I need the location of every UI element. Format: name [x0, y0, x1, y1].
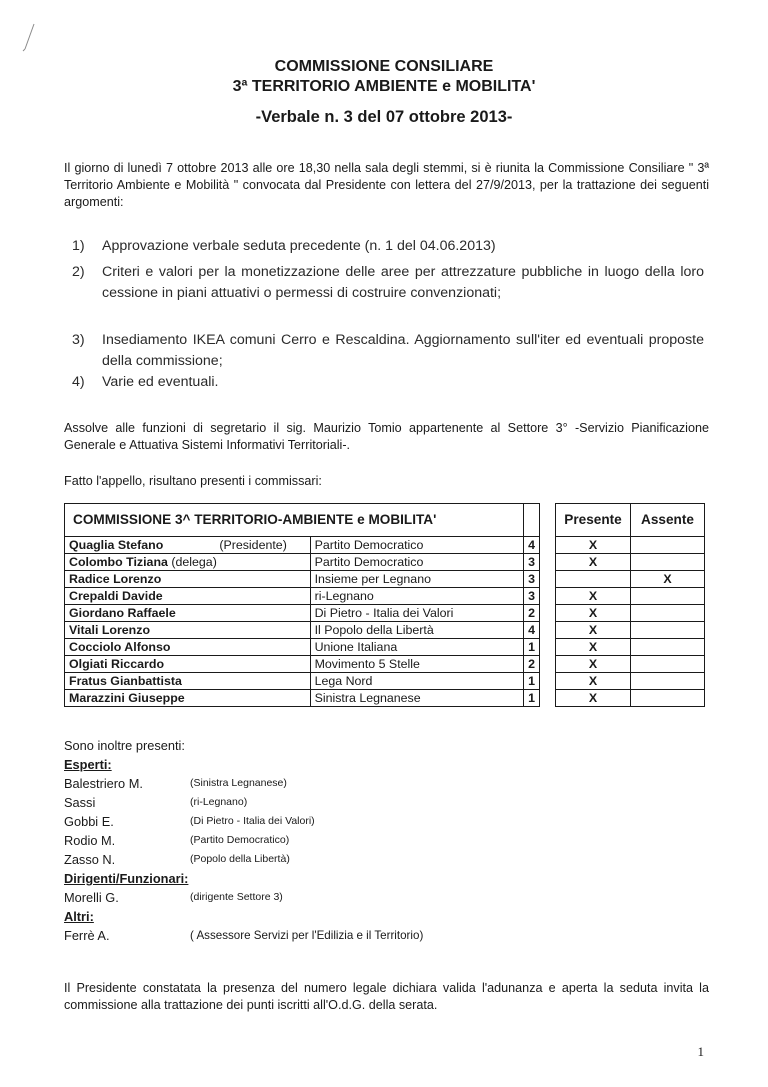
intro-paragraph: Il giorno di lunedì 7 ottobre 2013 alle ore 18,30 nella sala degli stemmi, si è riunita la Commissione Consiliare " 3ª Territorio Ambiente e Mobilità " convocata dal Presidente con lettera del 27/9/2013, per la trattazione dei seguenti argomenti: [64, 161, 709, 209]
present-mark: X [556, 639, 631, 656]
list-item [64, 793, 248, 812]
member-votes: 4 [524, 537, 540, 554]
member-votes: 4 [524, 622, 540, 639]
member-party: Di Pietro - Italia dei Valori [310, 605, 524, 622]
table-row [65, 690, 705, 707]
person-name: Ferrè A. [64, 928, 110, 943]
table-row [65, 639, 705, 656]
agenda-item-number: 1) [72, 238, 85, 254]
others-label: Altri: [64, 909, 94, 924]
member-votes: 2 [524, 656, 540, 673]
agenda-item-number: 4) [72, 374, 85, 390]
member-name: Quaglia Stefano [69, 538, 164, 552]
agenda-item-text: Insediamento IKEA comuni Cerro e Rescaldina. Aggiornamento sull'iter ed eventuali proposte della commissione; [102, 332, 704, 369]
experts-label: Esperti: [64, 757, 112, 772]
table-row [65, 656, 705, 673]
person-affiliation: (Sinistra Legnanese) [190, 777, 287, 789]
table-row [65, 588, 705, 605]
managers-label: Dirigenti/Funzionari: [64, 871, 189, 886]
member-party: Unione Italiana [310, 639, 524, 656]
person-name: Morelli G. [64, 890, 119, 905]
member-votes: 2 [524, 605, 540, 622]
absent-mark [631, 622, 705, 639]
present-mark: X [556, 554, 631, 571]
person-affiliation: (Partito Democratico) [190, 834, 290, 846]
person-name: Balestriero M. [64, 776, 143, 791]
person-name: Gobbi E. [64, 814, 114, 829]
member-role: (delega) [171, 555, 217, 569]
table-row [65, 622, 705, 639]
present-mark: X [556, 537, 631, 554]
absent-mark: X [631, 571, 705, 588]
attendance-table [64, 503, 705, 707]
absent-mark [631, 537, 705, 554]
person-name: Rodio M. [64, 833, 116, 848]
table-row [65, 554, 705, 571]
member-name: Cocciolo Alfonso [65, 639, 311, 656]
absent-mark [631, 639, 705, 656]
agenda-item-text: Approvazione verbale seduta precedente (n. 1 del 04.06.2013) [102, 238, 496, 254]
absent-mark [631, 605, 705, 622]
list-item [64, 850, 290, 869]
member-votes: 3 [524, 588, 540, 605]
member-role: (Presidente) [219, 538, 287, 552]
closing-paragraph: Il Presidente constatata la presenza del numero legale dichiara valida l'adunanza e aperta la seduta invita la commissione alla trattazione dei punti iscritti all'O.d.G. della serata. [64, 981, 709, 1012]
absent-mark [631, 588, 705, 605]
agenda-item-text: Criteri e valori per la monetizzazione delle aree per attrezzature pubbliche in luogo della loro cessione in piani attuativi o permessi di costruire convenzionati; [102, 264, 704, 301]
member-name: Olgiati Riccardo [65, 656, 311, 673]
table-title: COMMISSIONE 3^ TERRITORIO-AMBIENTE e MOBILITA' [65, 504, 524, 537]
person-affiliation: (ri-Legnano) [190, 796, 248, 808]
member-name: Colombo Tiziana [69, 555, 168, 569]
member-party: Lega Nord [310, 673, 524, 690]
person-affiliation: (dirigente Settore 3) [190, 891, 283, 903]
page-number: 1 [697, 1044, 704, 1059]
member-votes: 3 [524, 571, 540, 588]
member-party: Partito Democratico [310, 537, 524, 554]
list-item [64, 888, 283, 907]
header-commission: COMMISSIONE CONSILIARE [274, 58, 494, 75]
member-votes: 1 [524, 673, 540, 690]
present-mark: X [556, 622, 631, 639]
roll-call-paragraph: Fatto l'appello, risultano presenti i commissari: [64, 474, 322, 488]
member-party: Sinistra Legnanese [310, 690, 524, 707]
member-name: Giordano Raffaele [65, 605, 311, 622]
present-mark: X [556, 588, 631, 605]
member-votes: 1 [524, 639, 540, 656]
person-affiliation: (Di Pietro - Italia dei Valori) [190, 815, 315, 827]
others-present-section [64, 736, 424, 945]
present-mark: X [556, 656, 631, 673]
attendance-table-header [65, 504, 705, 537]
table-row [65, 571, 705, 588]
agenda-item-text: Varie ed eventuali. [102, 374, 219, 390]
member-name: Marazzini Giuseppe [65, 690, 311, 707]
list-item [64, 812, 315, 831]
member-name: Vitali Lorenzo [65, 622, 311, 639]
list-item [64, 926, 424, 945]
absent-mark [631, 656, 705, 673]
table-row [65, 673, 705, 690]
others-intro: Sono inoltre presenti: [64, 738, 185, 753]
agenda-item-number: 2) [72, 264, 85, 280]
present-mark [556, 571, 631, 588]
list-item [64, 831, 290, 850]
table-row [65, 605, 705, 622]
header-minutes-title: -Verbale n. 3 del 07 ottobre 2013- [255, 108, 513, 126]
member-party: ri-Legnano [310, 588, 524, 605]
member-party: Movimento 5 Stelle [310, 656, 524, 673]
column-header-absent: Assente [631, 504, 705, 537]
present-mark: X [556, 605, 631, 622]
member-name: Fratus Gianbattista [65, 673, 311, 690]
pen-mark-icon [22, 22, 36, 52]
member-party: Partito Democratico [310, 554, 524, 571]
column-header-present: Presente [556, 504, 631, 537]
member-votes: 3 [524, 554, 540, 571]
member-votes: 1 [524, 690, 540, 707]
list-item [64, 774, 287, 793]
present-mark: X [556, 690, 631, 707]
person-name: Sassi [64, 795, 96, 810]
member-name: Radice Lorenzo [65, 571, 311, 588]
person-affiliation: (Popolo della Libertà) [190, 853, 290, 865]
member-name: Crepaldi Davide [65, 588, 311, 605]
absent-mark [631, 690, 705, 707]
member-party: Il Popolo della Libertà [310, 622, 524, 639]
absent-mark [631, 673, 705, 690]
table-row [65, 537, 705, 554]
member-party: Insieme per Legnano [310, 571, 524, 588]
present-mark: X [556, 673, 631, 690]
secretary-paragraph: Assolve alle funzioni di segretario il sig. Maurizio Tomio appartenente al Settore 3° -Servizio Pianificazione Generale e Attuativa Sistemi Informativi Territoriali-. [64, 421, 709, 452]
agenda-item-number: 3) [72, 332, 85, 348]
person-affiliation: ( Assessore Servizi per l'Edilizia e il Territorio) [190, 929, 424, 942]
person-name: Zasso N. [64, 852, 116, 867]
header-commission-name: 3ª TERRITORIO AMBIENTE e MOBILITA' [232, 78, 536, 95]
absent-mark [631, 554, 705, 571]
